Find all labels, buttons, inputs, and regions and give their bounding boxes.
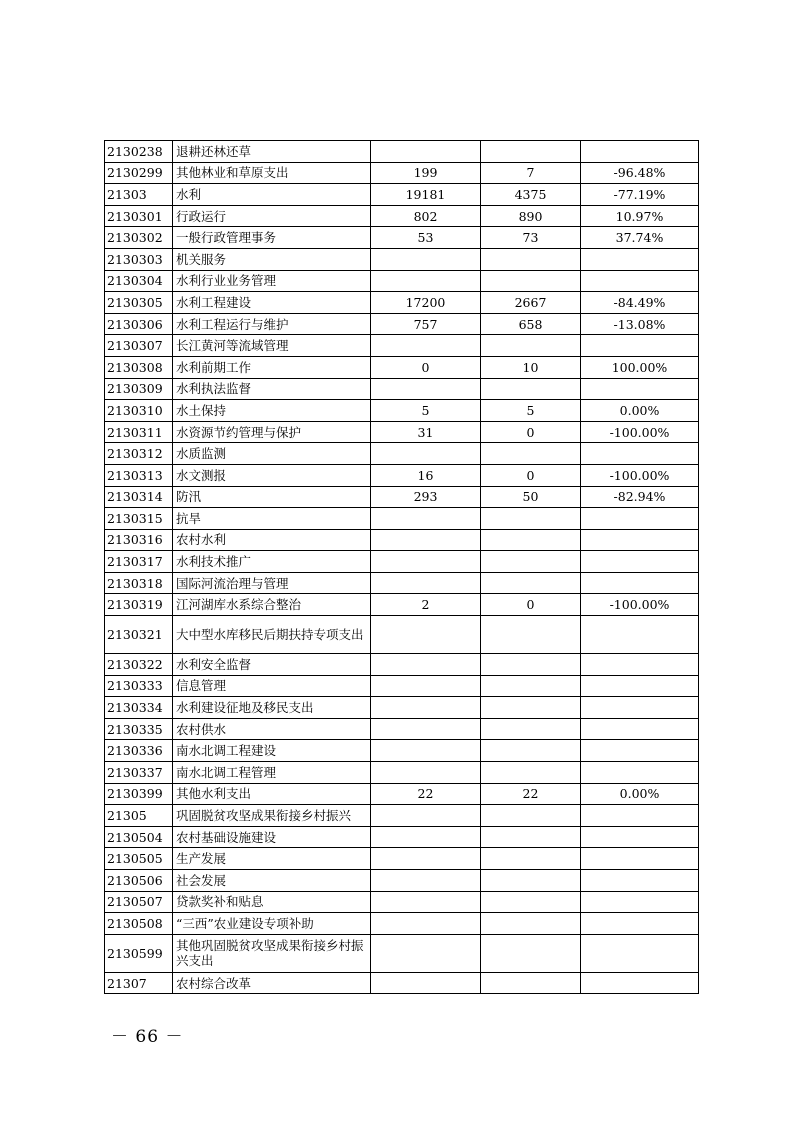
current-value-cell: 0 — [481, 421, 581, 443]
item-name-cell: 水利安全监督 — [173, 654, 371, 676]
change-rate-cell: 0.00% — [581, 400, 699, 422]
item-name-cell: “三西”农业建设专项补助 — [173, 913, 371, 935]
item-code-cell: 21307 — [105, 972, 173, 994]
prior-value-cell — [371, 378, 481, 400]
item-code-cell: 2130317 — [105, 551, 173, 573]
item-code-cell: 2130316 — [105, 529, 173, 551]
table-row — [105, 529, 699, 551]
table-row — [105, 913, 699, 935]
item-code-cell: 2130310 — [105, 400, 173, 422]
prior-value-cell: 53 — [371, 227, 481, 249]
item-code-cell: 2130314 — [105, 486, 173, 508]
current-value-cell: 22 — [481, 783, 581, 805]
change-rate-cell — [581, 378, 699, 400]
current-value-cell — [481, 675, 581, 697]
change-rate-cell — [581, 697, 699, 719]
item-code-cell: 2130303 — [105, 248, 173, 270]
table-row — [105, 594, 699, 616]
change-rate-cell: -77.19% — [581, 184, 699, 206]
item-name-cell: 农村综合改革 — [173, 972, 371, 994]
item-code-cell: 2130333 — [105, 675, 173, 697]
change-rate-cell: -100.00% — [581, 464, 699, 486]
item-code-cell: 2130335 — [105, 718, 173, 740]
table-row — [105, 697, 699, 719]
table-row — [105, 805, 699, 827]
change-rate-cell — [581, 248, 699, 270]
change-rate-cell: 10.97% — [581, 205, 699, 227]
item-name-cell: 生产发展 — [173, 848, 371, 870]
prior-value-cell — [371, 335, 481, 357]
change-rate-cell — [581, 529, 699, 551]
table-row — [105, 762, 699, 784]
current-value-cell: 0 — [481, 594, 581, 616]
item-name-cell: 社会发展 — [173, 870, 371, 892]
change-rate-cell — [581, 934, 699, 972]
item-name-cell: 退耕还林还草 — [173, 141, 371, 163]
prior-value-cell — [371, 891, 481, 913]
item-code-cell: 2130312 — [105, 443, 173, 465]
prior-value-cell — [371, 508, 481, 530]
current-value-cell: 73 — [481, 227, 581, 249]
prior-value-cell — [371, 848, 481, 870]
current-value-cell — [481, 248, 581, 270]
item-name-cell: 南水北调工程建设 — [173, 740, 371, 762]
prior-value-cell: 31 — [371, 421, 481, 443]
item-name-cell: 其他巩固脱贫攻坚成果衔接乡村振兴支出 — [173, 934, 371, 972]
change-rate-cell: 0.00% — [581, 783, 699, 805]
prior-value-cell: 0 — [371, 356, 481, 378]
current-value-cell — [481, 718, 581, 740]
current-value-cell — [481, 934, 581, 972]
item-code-cell: 2130504 — [105, 826, 173, 848]
current-value-cell — [481, 805, 581, 827]
prior-value-cell — [371, 248, 481, 270]
item-name-cell: 长江黄河等流域管理 — [173, 335, 371, 357]
prior-value-cell: 2 — [371, 594, 481, 616]
table-body — [105, 141, 699, 994]
item-code-cell: 2130508 — [105, 913, 173, 935]
current-value-cell — [481, 654, 581, 676]
current-value-cell — [481, 848, 581, 870]
prior-value-cell: 5 — [371, 400, 481, 422]
prior-value-cell: 293 — [371, 486, 481, 508]
table-row — [105, 292, 699, 314]
item-code-cell: 21305 — [105, 805, 173, 827]
current-value-cell: 7 — [481, 162, 581, 184]
item-code-cell: 2130315 — [105, 508, 173, 530]
item-name-cell: 江河湖库水系综合整治 — [173, 594, 371, 616]
budget-table — [104, 140, 699, 994]
item-code-cell: 2130321 — [105, 616, 173, 654]
table-row — [105, 205, 699, 227]
table-row — [105, 443, 699, 465]
table-row — [105, 162, 699, 184]
prior-value-cell — [371, 826, 481, 848]
change-rate-cell — [581, 270, 699, 292]
item-name-cell: 水文测报 — [173, 464, 371, 486]
item-code-cell: 2130322 — [105, 654, 173, 676]
item-code-cell: 2130309 — [105, 378, 173, 400]
item-code-cell: 2130399 — [105, 783, 173, 805]
item-name-cell: 水利 — [173, 184, 371, 206]
prior-value-cell: 16 — [371, 464, 481, 486]
table-row — [105, 141, 699, 163]
change-rate-cell — [581, 891, 699, 913]
change-rate-cell: 37.74% — [581, 227, 699, 249]
table-row — [105, 616, 699, 654]
item-code-cell: 2130505 — [105, 848, 173, 870]
prior-value-cell — [371, 616, 481, 654]
item-name-cell: 水利工程运行与维护 — [173, 313, 371, 335]
change-rate-cell — [581, 508, 699, 530]
change-rate-cell — [581, 616, 699, 654]
current-value-cell — [481, 270, 581, 292]
item-code-cell: 2130301 — [105, 205, 173, 227]
change-rate-cell — [581, 572, 699, 594]
prior-value-cell: 757 — [371, 313, 481, 335]
change-rate-cell — [581, 141, 699, 163]
prior-value-cell — [371, 913, 481, 935]
prior-value-cell — [371, 740, 481, 762]
prior-value-cell — [371, 805, 481, 827]
table-row — [105, 551, 699, 573]
table-row — [105, 421, 699, 443]
table-row — [105, 486, 699, 508]
item-name-cell: 行政运行 — [173, 205, 371, 227]
current-value-cell — [481, 697, 581, 719]
item-code-cell: 2130507 — [105, 891, 173, 913]
change-rate-cell: -96.48% — [581, 162, 699, 184]
item-name-cell: 南水北调工程管理 — [173, 762, 371, 784]
current-value-cell — [481, 551, 581, 573]
current-value-cell — [481, 378, 581, 400]
table-row — [105, 400, 699, 422]
change-rate-cell — [581, 805, 699, 827]
change-rate-cell: -100.00% — [581, 594, 699, 616]
item-name-cell: 农村基础设施建设 — [173, 826, 371, 848]
table-row — [105, 848, 699, 870]
prior-value-cell: 19181 — [371, 184, 481, 206]
item-code-cell: 2130334 — [105, 697, 173, 719]
item-name-cell: 其他林业和草原支出 — [173, 162, 371, 184]
current-value-cell — [481, 870, 581, 892]
item-name-cell: 水利建设征地及移民支出 — [173, 697, 371, 719]
table-row — [105, 313, 699, 335]
table-row — [105, 740, 699, 762]
table-row — [105, 248, 699, 270]
item-code-cell: 2130336 — [105, 740, 173, 762]
prior-value-cell — [371, 762, 481, 784]
change-rate-cell — [581, 718, 699, 740]
prior-value-cell — [371, 141, 481, 163]
current-value-cell: 890 — [481, 205, 581, 227]
item-code-cell: 2130299 — [105, 162, 173, 184]
current-value-cell — [481, 913, 581, 935]
current-value-cell — [481, 443, 581, 465]
item-code-cell: 2130599 — [105, 934, 173, 972]
prior-value-cell — [371, 870, 481, 892]
prior-value-cell: 17200 — [371, 292, 481, 314]
table-row — [105, 718, 699, 740]
prior-value-cell: 22 — [371, 783, 481, 805]
change-rate-cell: -13.08% — [581, 313, 699, 335]
change-rate-cell — [581, 972, 699, 994]
prior-value-cell — [371, 654, 481, 676]
current-value-cell — [481, 762, 581, 784]
item-code-cell: 2130305 — [105, 292, 173, 314]
item-name-cell: 一般行政管理事务 — [173, 227, 371, 249]
item-name-cell: 贷款奖补和贴息 — [173, 891, 371, 913]
table-row — [105, 783, 699, 805]
table-row — [105, 572, 699, 594]
change-rate-cell — [581, 443, 699, 465]
current-value-cell: 10 — [481, 356, 581, 378]
item-code-cell: 21303 — [105, 184, 173, 206]
item-code-cell: 2130238 — [105, 141, 173, 163]
change-rate-cell: 100.00% — [581, 356, 699, 378]
table-row — [105, 184, 699, 206]
prior-value-cell — [371, 551, 481, 573]
change-rate-cell — [581, 335, 699, 357]
item-code-cell: 2130306 — [105, 313, 173, 335]
item-name-cell: 水利技术推广 — [173, 551, 371, 573]
item-code-cell: 2130337 — [105, 762, 173, 784]
current-value-cell — [481, 972, 581, 994]
item-name-cell: 水资源节约管理与保护 — [173, 421, 371, 443]
item-code-cell: 2130307 — [105, 335, 173, 357]
item-name-cell: 防汛 — [173, 486, 371, 508]
current-value-cell — [481, 529, 581, 551]
change-rate-cell: -100.00% — [581, 421, 699, 443]
item-name-cell: 水利前期工作 — [173, 356, 371, 378]
current-value-cell: 4375 — [481, 184, 581, 206]
prior-value-cell — [371, 718, 481, 740]
item-code-cell: 2130313 — [105, 464, 173, 486]
item-name-cell: 农村水利 — [173, 529, 371, 551]
table-row — [105, 227, 699, 249]
current-value-cell — [481, 740, 581, 762]
current-value-cell — [481, 508, 581, 530]
change-rate-cell — [581, 675, 699, 697]
change-rate-cell: -84.49% — [581, 292, 699, 314]
current-value-cell: 5 — [481, 400, 581, 422]
table-row — [105, 870, 699, 892]
current-value-cell — [481, 335, 581, 357]
change-rate-cell — [581, 551, 699, 573]
item-name-cell: 水利执法监督 — [173, 378, 371, 400]
table-row — [105, 934, 699, 972]
item-code-cell: 2130318 — [105, 572, 173, 594]
table-row — [105, 335, 699, 357]
prior-value-cell — [371, 675, 481, 697]
item-code-cell: 2130311 — [105, 421, 173, 443]
prior-value-cell — [371, 972, 481, 994]
item-name-cell: 信息管理 — [173, 675, 371, 697]
current-value-cell: 50 — [481, 486, 581, 508]
current-value-cell — [481, 891, 581, 913]
item-name-cell: 机关服务 — [173, 248, 371, 270]
table-row — [105, 654, 699, 676]
item-name-cell: 巩固脱贫攻坚成果衔接乡村振兴 — [173, 805, 371, 827]
prior-value-cell — [371, 697, 481, 719]
change-rate-cell — [581, 870, 699, 892]
item-name-cell: 水土保持 — [173, 400, 371, 422]
change-rate-cell — [581, 740, 699, 762]
prior-value-cell: 199 — [371, 162, 481, 184]
item-name-cell: 水质监测 — [173, 443, 371, 465]
current-value-cell: 658 — [481, 313, 581, 335]
item-name-cell: 其他水利支出 — [173, 783, 371, 805]
item-name-cell: 农村供水 — [173, 718, 371, 740]
item-code-cell: 2130302 — [105, 227, 173, 249]
current-value-cell — [481, 141, 581, 163]
prior-value-cell: 802 — [371, 205, 481, 227]
item-name-cell: 大中型水库移民后期扶持专项支出 — [173, 616, 371, 654]
table-row — [105, 972, 699, 994]
item-code-cell: 2130506 — [105, 870, 173, 892]
item-code-cell: 2130304 — [105, 270, 173, 292]
change-rate-cell — [581, 654, 699, 676]
item-code-cell: 2130319 — [105, 594, 173, 616]
change-rate-cell — [581, 826, 699, 848]
item-name-cell: 水利行业业务管理 — [173, 270, 371, 292]
table-row — [105, 891, 699, 913]
item-name-cell: 抗旱 — [173, 508, 371, 530]
page-number: － 66 － — [111, 1027, 184, 1047]
prior-value-cell — [371, 572, 481, 594]
current-value-cell — [481, 572, 581, 594]
table-row — [105, 508, 699, 530]
current-value-cell — [481, 616, 581, 654]
current-value-cell: 0 — [481, 464, 581, 486]
item-name-cell: 水利工程建设 — [173, 292, 371, 314]
prior-value-cell — [371, 529, 481, 551]
current-value-cell: 2667 — [481, 292, 581, 314]
item-name-cell: 国际河流治理与管理 — [173, 572, 371, 594]
table-row — [105, 464, 699, 486]
table-row — [105, 378, 699, 400]
table-row — [105, 675, 699, 697]
item-code-cell: 2130308 — [105, 356, 173, 378]
table-row — [105, 270, 699, 292]
table-row — [105, 826, 699, 848]
change-rate-cell: -82.94% — [581, 486, 699, 508]
table-row — [105, 356, 699, 378]
current-value-cell — [481, 826, 581, 848]
prior-value-cell — [371, 934, 481, 972]
change-rate-cell — [581, 762, 699, 784]
prior-value-cell — [371, 443, 481, 465]
change-rate-cell — [581, 848, 699, 870]
prior-value-cell — [371, 270, 481, 292]
change-rate-cell — [581, 913, 699, 935]
